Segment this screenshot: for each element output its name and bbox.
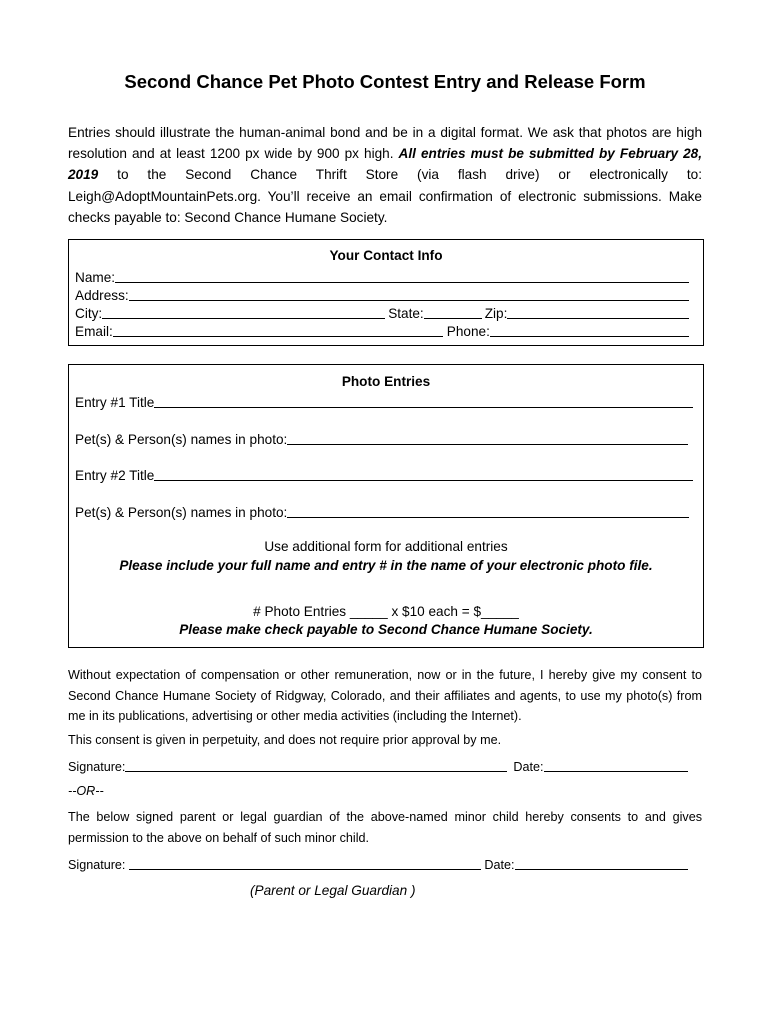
zip-label: Zip: xyxy=(484,306,508,321)
email-row xyxy=(75,321,689,339)
signature-row xyxy=(68,756,688,774)
check-payable-note: Please make check payable to Second Chance Humane Society. xyxy=(179,622,593,637)
entry1-row xyxy=(75,392,693,410)
city-label: City: xyxy=(75,306,103,321)
city-field[interactable] xyxy=(102,304,385,319)
guardian-paragraph: The below signed parent or legal guardian of the above-named minor child hereby consents to and gives permission to the above on behalf of such minor child. xyxy=(68,810,702,845)
entry1-title-field[interactable] xyxy=(154,393,693,408)
entry2-names-label: Pet(s) & Person(s) names in photo: xyxy=(75,505,288,520)
name-label: Name: xyxy=(75,270,116,285)
entry1-title-label: Entry #1 Title xyxy=(75,395,155,410)
email-label: Email: xyxy=(75,324,113,339)
name-field[interactable] xyxy=(115,268,689,283)
date2-field[interactable] xyxy=(515,855,688,870)
state-field[interactable] xyxy=(424,304,482,319)
page-title: Second Chance Pet Photo Contest Entry and Release Form xyxy=(124,71,646,92)
address-field[interactable] xyxy=(129,286,689,301)
guardian-caption: (Parent or Legal Guardian ) xyxy=(250,883,416,898)
or-separator: --OR-- xyxy=(68,784,104,798)
consent-paragraph: Without expectation of compensation or other remuneration, now or in the future, I hereby give my consent to Second Chance Humane Society of Ridgway, Colorado, and their affiliates and agents, to use my photo(s) from me in its publications, advertising or other media activities (including the Internet). xyxy=(68,668,702,724)
entry2-names-row xyxy=(75,502,689,520)
photo-entries-box xyxy=(68,364,704,648)
name-row xyxy=(75,267,689,285)
zip-field[interactable] xyxy=(507,304,689,319)
phone-label: Phone: xyxy=(446,324,490,339)
entry1-names-field[interactable] xyxy=(287,430,688,445)
entry1-names-row xyxy=(75,429,688,447)
deadline-emphasis: All entries must be submitted by February 28, 2019 xyxy=(68,146,702,183)
entries-heading: Photo Entries xyxy=(341,374,431,389)
phone-field[interactable] xyxy=(490,322,689,337)
contact-heading: Your Contact Info xyxy=(329,248,443,263)
email-field[interactable] xyxy=(113,322,443,337)
perpetuity-text: This consent is given in perpetuity, and does not require prior approval by me. xyxy=(68,733,502,747)
entry1-names-label: Pet(s) & Person(s) names in photo: xyxy=(75,432,288,447)
city-row xyxy=(75,303,689,321)
date-field[interactable] xyxy=(544,757,688,772)
date-label: Date: xyxy=(513,760,544,774)
entry2-names-field[interactable] xyxy=(287,503,689,518)
address-row xyxy=(75,285,689,303)
additional-entries-note: Use additional form for additional entries xyxy=(264,539,508,554)
guardian-signature-row xyxy=(68,854,688,872)
entry2-row xyxy=(75,465,693,483)
signature2-field[interactable] xyxy=(129,855,481,870)
intro-paragraph xyxy=(68,122,702,228)
intro-text-2: to the Second Chance Thrift Store (via flash drive) or electronically to: Leigh@AdoptMountainPets.org. You’ll receive an email confirmation of electronic submissions. Make checks payable to: Second Chance Humane Society. xyxy=(68,167,702,225)
intro-text-1: Entries should illustrate the human-animal bond and be in a digital format. We ask that photos are high resolution and at least 1200 px wide by 900 px high. xyxy=(68,125,702,162)
date2-label: Date: xyxy=(484,858,515,872)
contact-info-box xyxy=(68,239,704,346)
entry-fee-line: # Photo Entries _____ x $10 each = $_____ xyxy=(253,604,519,619)
entry2-title-label: Entry #2 Title xyxy=(75,468,155,483)
signature2-label: Signature: xyxy=(68,858,126,872)
address-label: Address: xyxy=(75,288,129,303)
state-label: State: xyxy=(388,306,424,321)
include-name-note: Please include your full name and entry # in the name of your electronic photo file. xyxy=(119,558,653,573)
entry2-title-field[interactable] xyxy=(154,466,693,481)
signature-field[interactable] xyxy=(125,757,507,772)
signature-label: Signature: xyxy=(68,760,126,774)
